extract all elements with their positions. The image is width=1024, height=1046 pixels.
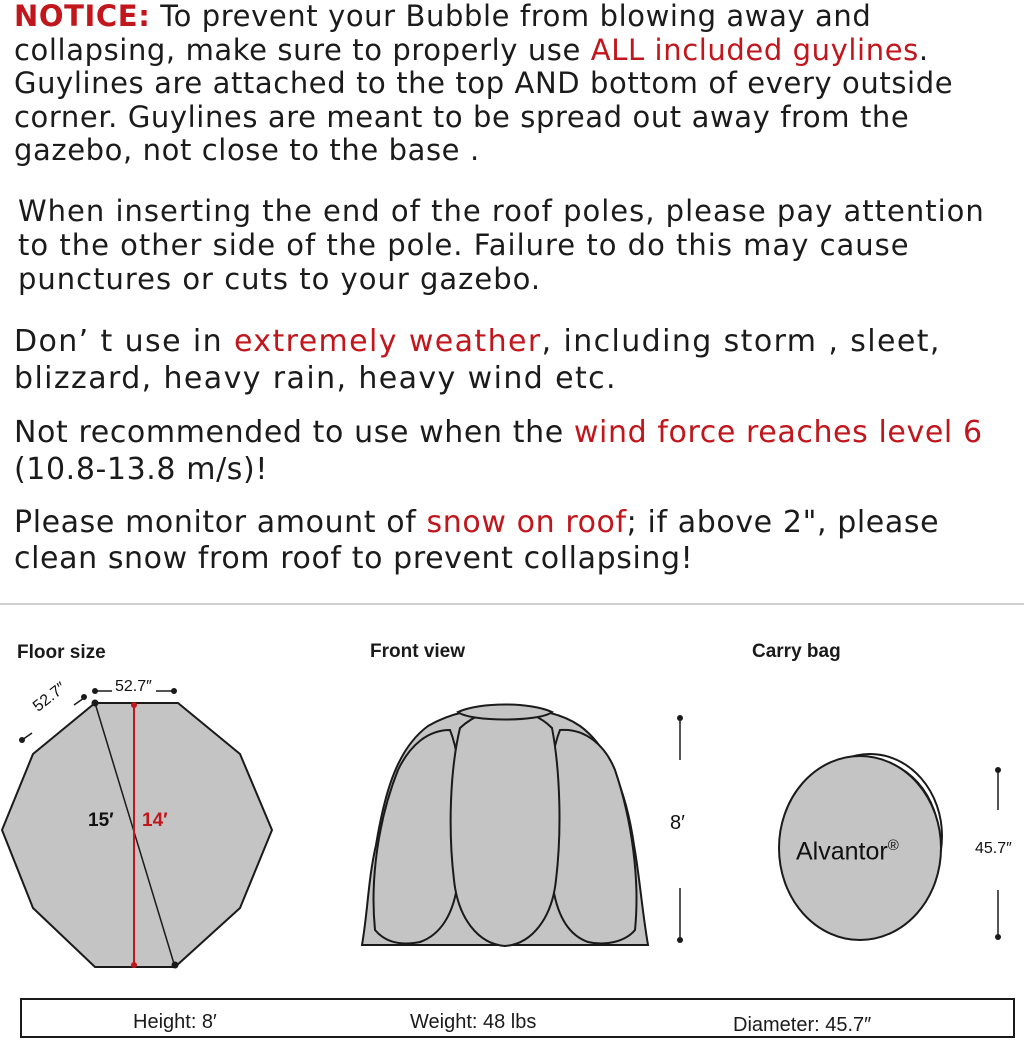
wind-text-1: Not recommended to use when the [14, 415, 574, 450]
snow-text-2: ; if above 2", please clean snow from roof to prevent collapsing! [14, 505, 940, 576]
front-height-label: 8′ [670, 812, 685, 834]
notice-text-1: To prevent your Bubble from blowing away and collapsing, make sure to properly use [14, 0, 872, 67]
snow-highlight: snow on roof [426, 505, 627, 540]
floor-diagonal-label: 15′ [88, 810, 114, 831]
notice-highlight: ALL included guylines [590, 32, 919, 67]
bag-brand-logo [796, 837, 899, 866]
weather-text-2: , including storm , sleet, blizzard, heavy rain, heavy wind etc. [14, 324, 941, 396]
registered-mark: ® [887, 837, 899, 854]
bag-brand-name: Alvantor [796, 837, 888, 866]
floor-side-top-label: 52.7″ [115, 678, 152, 695]
spec-height: Height: 8′ [133, 1011, 217, 1033]
weather-highlight: extremely weather [233, 324, 542, 359]
front-view-bubble [362, 705, 648, 947]
floor-decagon [2, 688, 272, 969]
wind-text-2: (10.8-13.8 m/s)! [14, 452, 268, 487]
notice-text-2: . Guylines are attached to the top AND bottom of every outside corner. Guylines are meant to be spread out away from the gazebo, not close to the base . [14, 32, 954, 167]
weather-text-1: Don’ t use in [14, 324, 234, 359]
floor-width-label: 14′ [142, 810, 168, 831]
wind-highlight: wind force reaches level 6 [573, 415, 983, 450]
floor-size-title: Floor size [17, 642, 106, 663]
bag-diameter-label: 45.7″ [975, 840, 1012, 857]
spec-diameter: Diameter: 45.7″ [733, 1014, 872, 1036]
notice-label: NOTICE: [14, 0, 151, 33]
roof-pole-text: When inserting the end of the roof poles, please pay attention to the other side of the pole. Failure to do this may cause punctures or cuts to your gazebo. [18, 194, 985, 296]
spec-weight: Weight: 48 lbs [410, 1011, 537, 1033]
carry-bag-title: Carry bag [752, 641, 841, 662]
floor-side-left-label: 52.7″ [30, 679, 70, 716]
front-view-title: Front view [370, 641, 466, 662]
snow-text-1: Please monitor amount of [14, 505, 427, 540]
